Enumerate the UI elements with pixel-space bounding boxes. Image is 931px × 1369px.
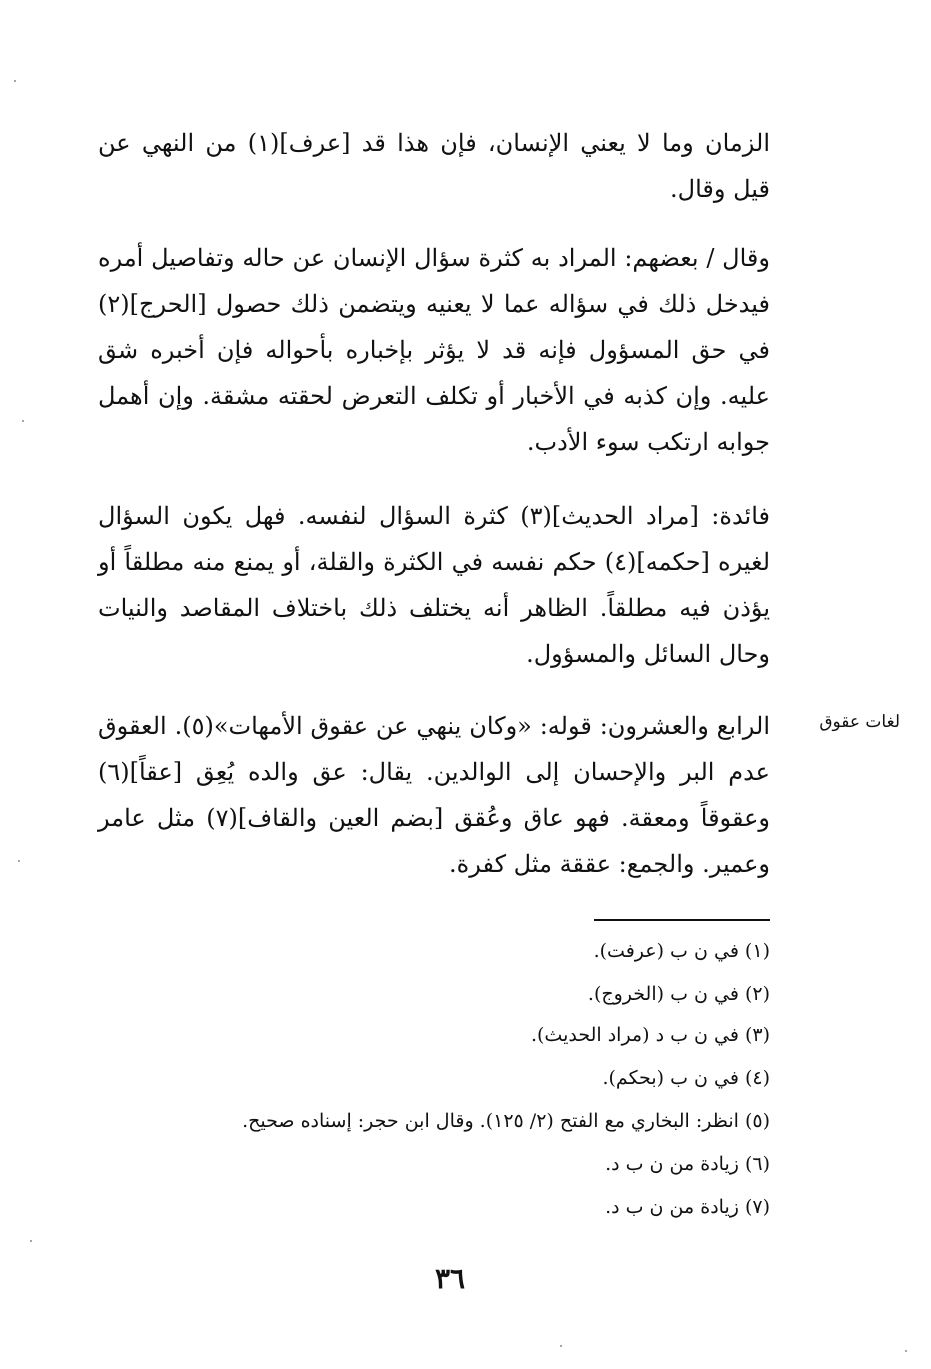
footnote-4: (٤) في ن ب (بحكم).	[602, 1067, 770, 1089]
paragraph-1-text: الزمان وما لا يعني الإنسان، فإن هذا قد [عرف](١) من النهي عن قيل وقال.	[98, 129, 770, 203]
footnote-3: (٣) في ن ب د (مراد الحديث).	[530, 1024, 770, 1046]
scan-speck	[905, 1350, 907, 1352]
scan-speck	[560, 1345, 562, 1347]
scan-speck	[18, 860, 20, 862]
paragraph-1	[98, 120, 770, 212]
paragraph-4	[98, 703, 770, 887]
paragraph-3	[98, 493, 770, 677]
paragraph-3-text: فائدة: [مراد الحديث](٣) كثرة السؤال لنفسه. فهل يكون السؤال لغيره [حكمه](٤) حكم نفسه في الكثرة والقلة، أو يمنع منه مطلقاً أو يؤذن فيه مطلقاً. الظاهر أنه يختلف ذلك باختلاف المقاصد والنيات وحال السائل والمسؤول.	[98, 502, 771, 668]
footnote-5: (٥) انظر: البخاري مع الفتح (٢/ ١٢٥). وقال ابن حجر: إسناده صحيح.	[242, 1110, 770, 1132]
footnote-1: (١) في ن ب (عرفت).	[593, 940, 770, 962]
page-number: ٣٦	[434, 1262, 466, 1295]
scan-speck	[14, 80, 16, 82]
paragraph-4-text: الرابع والعشرون: قوله: «وكان ينهي عن عقوق الأمهات»(٥). العقوق عدم البر والإحسان إلى الوالدين. يقال: عق والده يُعِق [عقاً](٦) وعقوقاً ومعقة. فهو عاق وعُقق [بضم العين والقاف](٧) مثل عامر وعمير. والجمع: عققة مثل كفرة.	[98, 712, 771, 878]
scan-speck	[30, 1240, 32, 1242]
footnote-2: (٢) في ن ب (الخروج).	[587, 983, 770, 1005]
paragraph-2-text: وقال / بعضهم: المراد به كثرة سؤال الإنسان عن حاله وتفاصيل أمره فيدخل ذلك في سؤاله عما لا يعنيه ويتضمن ذلك حصول [الحرج](٢) في حق المسؤول فإنه قد لا يؤثر بإخباره بأحواله فإن أخبره شق عليه. وإن كذبه في الأخبار أو تكلف التعرض لحقته مشقة. وإن أهمل جوابه ارتكب سوء الأدب.	[98, 244, 770, 456]
footnote-divider	[594, 919, 770, 921]
footnote-7: (٧) زيادة من ن ب د.	[605, 1196, 770, 1218]
footnote-6: (٦) زيادة من ن ب د.	[605, 1153, 770, 1175]
margin-note: لغات عقوق	[819, 712, 900, 732]
scan-speck	[22, 420, 24, 422]
paragraph-2	[98, 235, 770, 465]
